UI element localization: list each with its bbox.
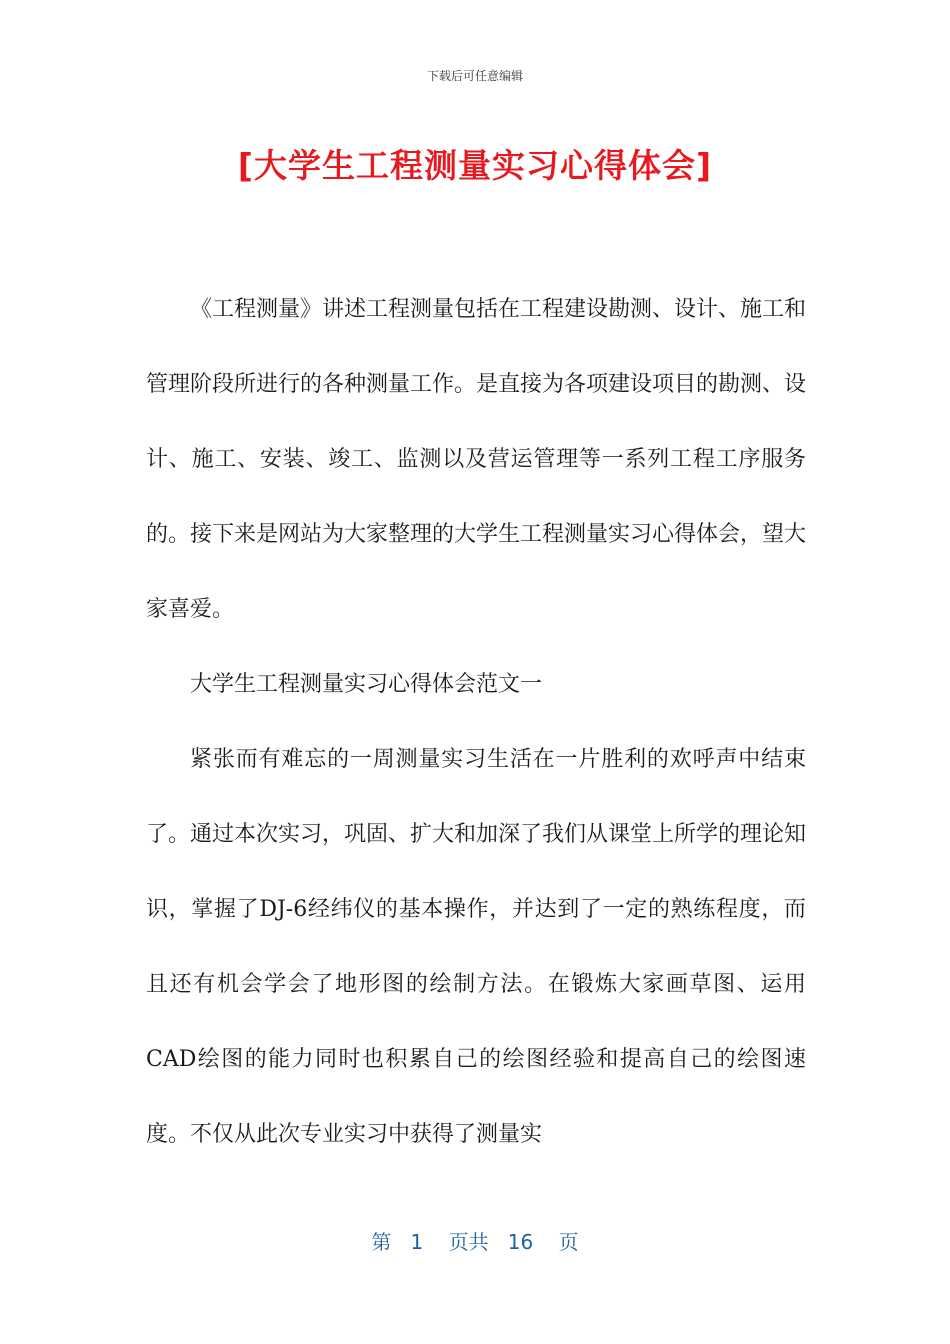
paragraph-intro: 《工程测量》讲述工程测量包括在工程建设勘测、设计、施工和管理阶段所进行的各种测量工作。是直接为各项建设项目的勘测、设计、施工、安装、竣工、监测以及营运管理等一系列工程工序服务的。接下来是网站为大家整理的大学生工程测量实习心得体会，望大家喜爱。 <box>146 297 807 622</box>
total-pages-number: 16 <box>507 1230 534 1254</box>
header-note: 下载后可任意编辑 <box>426 69 523 83</box>
document-title: [大学生工程测量实习心得体会] <box>237 146 713 185</box>
paragraph-essay-1: 紧张而有难忘的一周测量实习生活在一片胜利的欢呼声中结束了。通过本次实习，巩固、扩大和加深了我们从课堂上所学的理论知识，掌握了DJ-6经纬仪的基本操作，并达到了一定的熟练程度，而且还有机会学会了地形图的绘制方法。在锻炼大家画草图、运用CAD绘图的能力同时也积累自己的绘图经验和提高自己的绘图速度。不仅从此次专业实习中获得了测量实 <box>146 747 807 1147</box>
section-heading: 大学生工程测量实习心得体会范文一 <box>190 672 543 697</box>
footer-suffix: 页 <box>558 1230 579 1254</box>
page-footer <box>0 1226 950 1255</box>
footer-mid: 页共 <box>448 1230 489 1254</box>
footer-prefix: 第 <box>371 1230 392 1254</box>
document-body <box>146 272 806 1172</box>
current-page-number: 1 <box>410 1230 424 1254</box>
